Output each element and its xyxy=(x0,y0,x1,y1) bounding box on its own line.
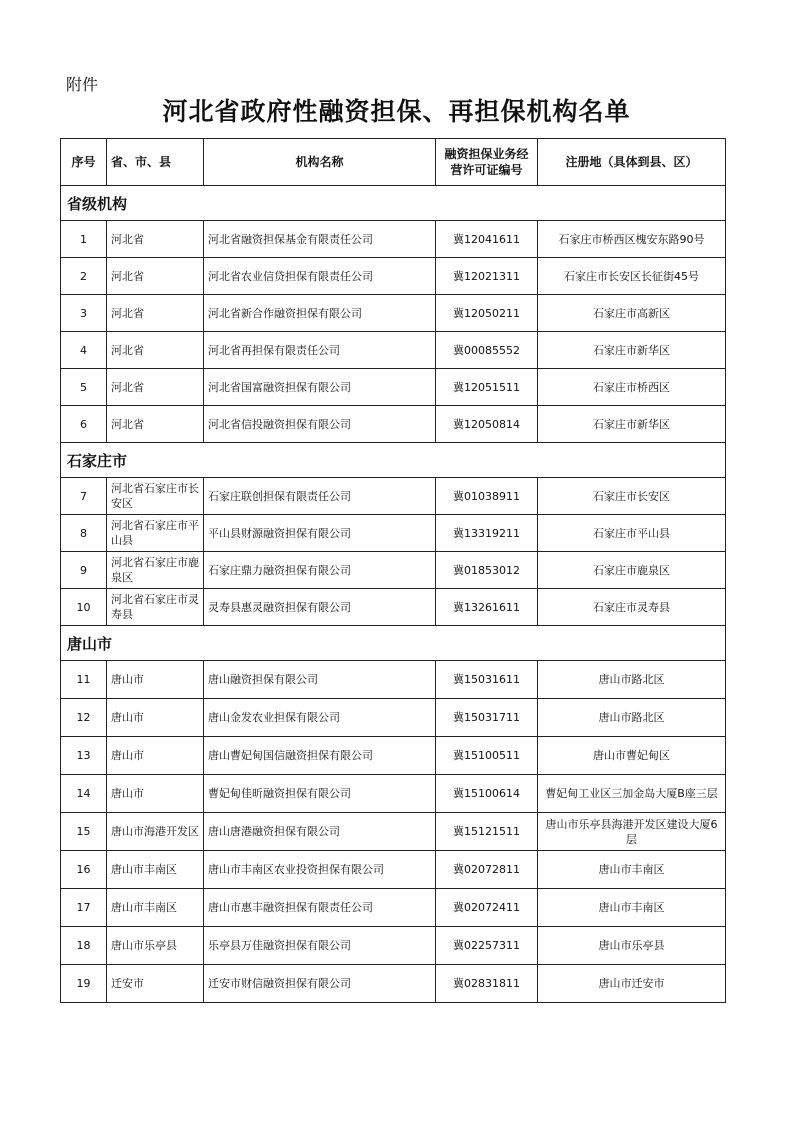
section-title: 唐山市 xyxy=(61,626,726,661)
table-row xyxy=(61,478,726,515)
cell-license: 冀15121511 xyxy=(436,813,538,851)
cell-name: 曹妃甸佳昕融资担保有限公司 xyxy=(204,775,436,813)
cell-license: 冀13261611 xyxy=(436,589,538,626)
cell-region: 唐山市丰南区 xyxy=(107,889,204,927)
cell-name: 河北省融资担保基金有限责任公司 xyxy=(204,221,436,258)
cell-address: 唐山市丰南区 xyxy=(538,889,726,927)
cell-region: 河北省 xyxy=(107,221,204,258)
table-row xyxy=(61,221,726,258)
cell-license: 冀15031711 xyxy=(436,699,538,737)
cell-no: 6 xyxy=(61,406,107,443)
cell-name: 石家庄鼎力融资担保有限公司 xyxy=(204,552,436,589)
cell-address: 石家庄市桥西区槐安东路90号 xyxy=(538,221,726,258)
table-row xyxy=(61,515,726,552)
table-row xyxy=(61,332,726,369)
cell-no: 11 xyxy=(61,661,107,699)
cell-region: 河北省 xyxy=(107,406,204,443)
cell-no: 17 xyxy=(61,889,107,927)
cell-license: 冀15100511 xyxy=(436,737,538,775)
header-no: 序号 xyxy=(61,139,107,186)
cell-region: 唐山市 xyxy=(107,737,204,775)
cell-name: 平山县财源融资担保有限公司 xyxy=(204,515,436,552)
cell-region: 河北省石家庄市平山县 xyxy=(107,515,204,552)
cell-region: 唐山市丰南区 xyxy=(107,851,204,889)
cell-region: 河北省 xyxy=(107,369,204,406)
cell-no: 10 xyxy=(61,589,107,626)
cell-name: 河北省信投融资担保有限公司 xyxy=(204,406,436,443)
cell-region: 河北省石家庄市灵寿县 xyxy=(107,589,204,626)
cell-license: 冀13319211 xyxy=(436,515,538,552)
cell-no: 15 xyxy=(61,813,107,851)
cell-address: 石家庄市新华区 xyxy=(538,406,726,443)
table-row xyxy=(61,889,726,927)
section-row xyxy=(61,443,726,478)
cell-address: 唐山市丰南区 xyxy=(538,851,726,889)
cell-address: 石家庄市长安区 xyxy=(538,478,726,515)
cell-license: 冀01853012 xyxy=(436,552,538,589)
attachment-label: 附件 xyxy=(66,75,99,94)
cell-region: 河北省石家庄市长安区 xyxy=(107,478,204,515)
cell-license: 冀15031611 xyxy=(436,661,538,699)
cell-license: 冀15100614 xyxy=(436,775,538,813)
cell-license: 冀00085552 xyxy=(436,332,538,369)
cell-region: 河北省石家庄市鹿泉区 xyxy=(107,552,204,589)
cell-license: 冀12050211 xyxy=(436,295,538,332)
header-license: 融资担保业务经营许可证编号 xyxy=(436,139,538,186)
cell-license: 冀02831811 xyxy=(436,965,538,1003)
cell-name: 河北省国富融资担保有限公司 xyxy=(204,369,436,406)
header-name: 机构名称 xyxy=(204,139,436,186)
section-row xyxy=(61,626,726,661)
cell-no: 7 xyxy=(61,478,107,515)
cell-no: 5 xyxy=(61,369,107,406)
table-row xyxy=(61,965,726,1003)
cell-address: 石家庄市高新区 xyxy=(538,295,726,332)
cell-license: 冀12050814 xyxy=(436,406,538,443)
cell-address: 唐山市乐亭县 xyxy=(538,927,726,965)
table-row xyxy=(61,552,726,589)
cell-name: 唐山市惠丰融资担保有限责任公司 xyxy=(204,889,436,927)
cell-region: 唐山市 xyxy=(107,775,204,813)
header-region: 省、市、县 xyxy=(107,139,204,186)
cell-region: 河北省 xyxy=(107,332,204,369)
cell-address: 唐山市路北区 xyxy=(538,699,726,737)
cell-license: 冀01038911 xyxy=(436,478,538,515)
cell-no: 8 xyxy=(61,515,107,552)
cell-no: 9 xyxy=(61,552,107,589)
cell-name: 唐山市丰南区农业投资担保有限公司 xyxy=(204,851,436,889)
table-row xyxy=(61,775,726,813)
section-title: 省级机构 xyxy=(61,186,726,221)
table-row xyxy=(61,589,726,626)
cell-no: 16 xyxy=(61,851,107,889)
cell-address: 石家庄市新华区 xyxy=(538,332,726,369)
cell-name: 河北省新合作融资担保有限公司 xyxy=(204,295,436,332)
cell-address: 石家庄市灵寿县 xyxy=(538,589,726,626)
table-header-row xyxy=(61,139,726,186)
cell-no: 2 xyxy=(61,258,107,295)
cell-region: 唐山市乐亭县 xyxy=(107,927,204,965)
cell-license: 冀12051511 xyxy=(436,369,538,406)
header-address: 注册地（具体到县、区） xyxy=(538,139,726,186)
cell-address: 曹妃甸工业区三加金岛大厦B座三层 xyxy=(538,775,726,813)
cell-name: 乐亭县万佳融资担保有限公司 xyxy=(204,927,436,965)
cell-no: 4 xyxy=(61,332,107,369)
cell-address: 唐山市路北区 xyxy=(538,661,726,699)
cell-region: 河北省 xyxy=(107,258,204,295)
table-row xyxy=(61,737,726,775)
table-row xyxy=(61,699,726,737)
section-row xyxy=(61,186,726,221)
cell-no: 14 xyxy=(61,775,107,813)
cell-address: 唐山市乐亭县海港开发区建设大厦6层 xyxy=(538,813,726,851)
cell-region: 唐山市 xyxy=(107,661,204,699)
cell-name: 唐山曹妃甸国信融资担保有限公司 xyxy=(204,737,436,775)
cell-name: 唐山融资担保有限公司 xyxy=(204,661,436,699)
cell-address: 石家庄市桥西区 xyxy=(538,369,726,406)
table-row xyxy=(61,258,726,295)
cell-name: 唐山金发农业担保有限公司 xyxy=(204,699,436,737)
table-row xyxy=(61,661,726,699)
cell-no: 12 xyxy=(61,699,107,737)
cell-name: 唐山唐港融资担保有限公司 xyxy=(204,813,436,851)
table-row xyxy=(61,369,726,406)
cell-no: 1 xyxy=(61,221,107,258)
cell-name: 河北省再担保有限责任公司 xyxy=(204,332,436,369)
cell-address: 唐山市迁安市 xyxy=(538,965,726,1003)
cell-license: 冀12021311 xyxy=(436,258,538,295)
cell-name: 石家庄联创担保有限责任公司 xyxy=(204,478,436,515)
table-row xyxy=(61,813,726,851)
cell-region: 唐山市 xyxy=(107,699,204,737)
cell-address: 唐山市曹妃甸区 xyxy=(538,737,726,775)
cell-no: 3 xyxy=(61,295,107,332)
table-row xyxy=(61,295,726,332)
cell-license: 冀02257311 xyxy=(436,927,538,965)
cell-region: 唐山市海港开发区 xyxy=(107,813,204,851)
cell-no: 13 xyxy=(61,737,107,775)
cell-region: 迁安市 xyxy=(107,965,204,1003)
institution-table xyxy=(60,138,726,1003)
cell-no: 18 xyxy=(61,927,107,965)
cell-address: 石家庄市长安区长征街45号 xyxy=(538,258,726,295)
cell-no: 19 xyxy=(61,965,107,1003)
section-title: 石家庄市 xyxy=(61,443,726,478)
cell-license: 冀12041611 xyxy=(436,221,538,258)
table-row xyxy=(61,851,726,889)
cell-license: 冀02072811 xyxy=(436,851,538,889)
cell-name: 迁安市财信融资担保有限公司 xyxy=(204,965,436,1003)
cell-address: 石家庄市鹿泉区 xyxy=(538,552,726,589)
cell-name: 河北省农业信贷担保有限责任公司 xyxy=(204,258,436,295)
cell-name: 灵寿县惠灵融资担保有限公司 xyxy=(204,589,436,626)
cell-address: 石家庄市平山县 xyxy=(538,515,726,552)
table-row xyxy=(61,927,726,965)
cell-region: 河北省 xyxy=(107,295,204,332)
document-title: 河北省政府性融资担保、再担保机构名单 xyxy=(162,97,631,126)
table-row xyxy=(61,406,726,443)
cell-license: 冀02072411 xyxy=(436,889,538,927)
